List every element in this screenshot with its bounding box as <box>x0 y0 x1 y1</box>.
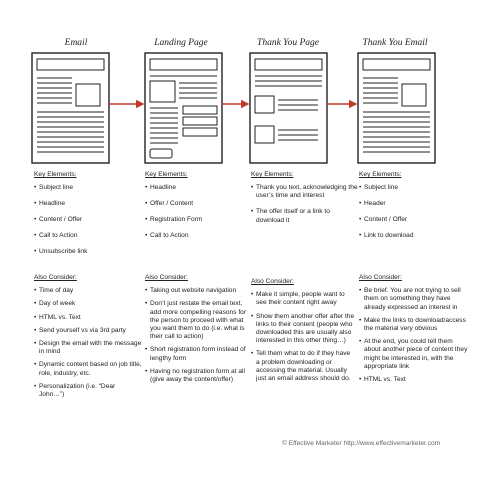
list-item: • Tell them what to do if they have a problem downloading or accessing the material. Usually just an email address should do. <box>251 350 355 383</box>
list-item: • Having no registration form at all (give away the content/offer) <box>145 368 247 384</box>
stage-title-thank-you-email: Thank You Email <box>362 38 428 48</box>
key-elements-thank-you-email <box>359 171 467 248</box>
list-item: • Call to Action <box>145 232 253 240</box>
list-item: • Dynamic content based on job title, role, industry, etc. <box>34 361 142 377</box>
thank-you-page-wireframe <box>250 53 327 163</box>
also-consider-thank-you-email <box>359 274 469 389</box>
key-elements-heading: Key Elements: <box>34 171 77 178</box>
list-item: • Short registration form instead of lengthy form <box>145 346 247 362</box>
list-item: • Subject line <box>359 184 467 192</box>
also-consider-heading: Also Consider: <box>251 278 294 285</box>
thank-you-email-wireframe <box>358 53 435 163</box>
list-item: • The offer itself or a link to download it <box>251 208 359 224</box>
list-item: • Header <box>359 200 467 208</box>
list-item: • Make the links to download/access the material very obvious <box>359 317 469 333</box>
list-item: • Don’t just restate the email text, add more compelling reasons for the person to proceed with what you want them to do (i.e. what is their call to action) <box>145 300 247 341</box>
copyright-footer: © Effective Marketer http://www.effectivemarketer.com <box>282 440 441 447</box>
list-item: • Registration Form <box>145 216 253 224</box>
list-item: • Link to download <box>359 232 467 240</box>
stage-title-thank-you-page: Thank You Page <box>257 38 319 48</box>
also-consider-thank-you-page <box>251 278 355 388</box>
list-item: • Headline <box>145 184 253 192</box>
list-item: • HTML vs. Text <box>359 376 469 384</box>
list-item: • At the end, you could tell them about another piece of content they might be interested in, with the appropriate link <box>359 338 469 371</box>
landing-page-wireframe <box>145 53 222 163</box>
key-elements-thank-you-page <box>251 171 359 233</box>
list-item: • Time of day <box>34 287 142 295</box>
also-consider-heading: Also Consider: <box>34 274 77 281</box>
list-item: • Send yourself vs via 3rd party <box>34 327 142 335</box>
also-consider-heading: Also Consider: <box>359 274 402 281</box>
key-elements-heading: Key Elements: <box>359 171 402 178</box>
list-item: • Day of week <box>34 300 142 308</box>
list-item: • Subject line <box>34 184 142 192</box>
list-item: • Content / Offer <box>359 216 467 224</box>
list-item: • Content / Offer <box>34 216 142 224</box>
list-item: • Taking out website navigation <box>145 287 247 295</box>
key-elements-heading: Key Elements: <box>251 171 294 178</box>
funnel-wireframe-diagram <box>0 0 480 180</box>
list-item: • Show them another offer after the links to their content (people who downloaded this are usually also interested in this other thing…) <box>251 313 355 346</box>
list-item: • Offer / Content <box>145 200 253 208</box>
list-item: • Design the email with the message in mind <box>34 340 142 356</box>
list-item: • Be brief. You are not trying to sell them on something they have already expressed an interest in <box>359 287 469 312</box>
also-consider-heading: Also Consider: <box>145 274 188 281</box>
also-consider-email <box>34 274 142 404</box>
list-item: • Unsubscribe link <box>34 248 142 256</box>
key-elements-heading: Key Elements: <box>145 171 188 178</box>
list-item: • Call to Action <box>34 232 142 240</box>
list-item: • HTML vs. Text <box>34 314 142 322</box>
list-item: • Headline <box>34 200 142 208</box>
email-wireframe <box>32 53 109 163</box>
key-elements-email <box>34 171 142 264</box>
key-elements-landing-page <box>145 171 253 248</box>
list-item: • Personalization (i.e. “Dear John…”) <box>34 383 142 399</box>
list-item: • Make it simple, people want to see their content right away <box>251 291 355 307</box>
stage-title-landing-page: Landing Page <box>154 38 208 48</box>
also-consider-landing-page <box>145 274 247 389</box>
stage-title-email: Email <box>64 38 88 48</box>
list-item: • Thank you text, acknowledging the user’s time and interest <box>251 184 359 200</box>
